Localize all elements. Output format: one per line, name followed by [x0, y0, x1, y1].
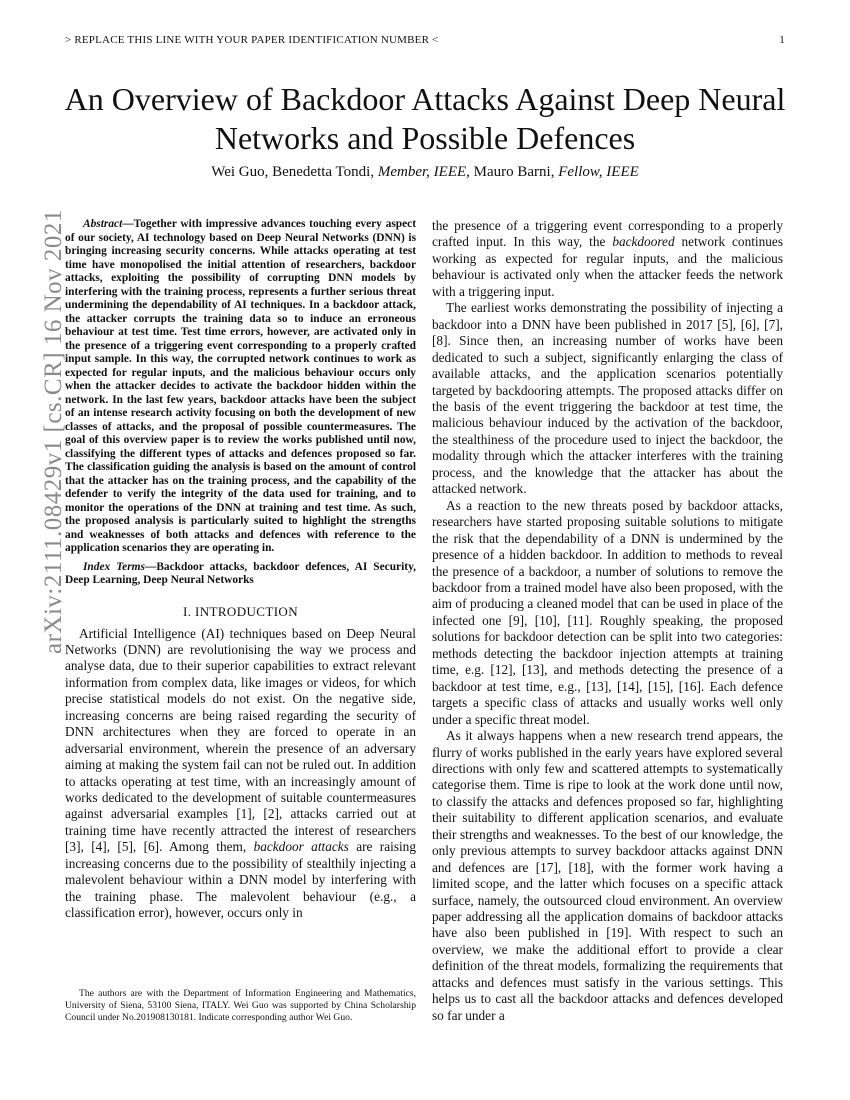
- intro-paragraph-1: [65, 626, 416, 922]
- intro-p1-part-a: Artificial Intelligence (AI) techniques based on Deep Neural Networks (DNN) are revolutionising the way we process and analyse data, due to their superior capabilities to extract relevant information from complex data, like images or videos, for which precise statistical models do not exist. On the negative side, increasing concerns are being raised regarding the security of DNN architectures when they are forced to operate in an adversarial environment, wherein the presence of an adversary aiming at making the system fail can not be ruled out. In addition to attacks operating at test time, with an increasingly amount of works dedicated to the development of suitable countermeasures against adversarial examples [1], [2], attacks carried out at training time have recently attracted the interest of researchers [3], [4], [5], [6]. Among them,: [65, 625, 416, 855]
- intro-paragraph-1-continued: [432, 218, 783, 300]
- right-column: [432, 218, 783, 1024]
- left-column: [65, 218, 416, 922]
- abstract-text: —Together with impressive advances touching every aspect of our society, AI technology based on Deep Neural Networks (DNN) is bringing increasing security concerns. While attacks operating at test time have monopolised the initial attention of researchers, backdoor attacks, exploiting the possibility of corrupting DNN models by interfering with the training process, represents a further serious threat undermining the dependability of AI techniques. In a backdoor attack, the attacker corrupts the training data so to induce an erroneous behaviour at test time. Test time errors, however, are activated only in the presence of a triggering event corresponding to a properly crafted input sample. In this way, the corrupted network continues to work as expected for regular inputs, and the malicious behaviour occurs only when the attacker decides to activate the backdoor hidden within the network. In the last few years, backdoor attacks have been the subject of an intense research activity focusing on both the development of new classes of attacks, and the proposal of possible countermeasures. The goal of this overview paper is to review the works published until now, classifying the different types of attacks and defences proposed so far. The classification guiding the analysis is based on the amount of control that the attacker has on the training process, and the capability of the defender to verify the integrity of the data used for training, and to monitor the operations of the DNN at training and test time. As such, the proposed analysis is particularly suited to highlight the strengths and weaknesses of both attacks and defences with reference to the application scenarios they are operating in.: [65, 218, 416, 554]
- paper-title: An Overview of Backdoor Attacks Against Deep Neural Networks and Possible Defences: [64, 81, 786, 156]
- intro-paragraph-2: The earliest works demonstrating the possibility of injecting a backdoor into a DNN have been published in 2017 [5], [6], [7], [8]. Since then, an increasing number of works have been dedicated to such a subject, significantly enlarging the class of available attacks, and the application scenarios potentially targeted by backdooring attempts. The proposed attacks differ on the basis of the event triggering the backdoor at test time, the malicious behaviour induced by the activation of the backdoor, the stealthiness of the procedure used to inject the backdoor, the modality through which the attacker interferes with the training process, and the knowledge that the attacker has about the attacked network.: [432, 300, 783, 497]
- index-terms-text: —Backdoor attacks, backdoor defences, AI Security, Deep Learning, Deep Neural Networks: [65, 560, 416, 586]
- author-role-2: Fellow, IEEE: [558, 164, 639, 180]
- running-header: [65, 34, 785, 46]
- index-terms-label: Index Terms: [83, 560, 145, 573]
- author-line: [60, 164, 790, 181]
- intro-paragraph-4: As it always happens when a new research trend appears, the flurry of works published in the early years have explored several directions with only few and scattered attempts to systematically categorise them. Time is ripe to look at the work done until now, to classify the attacks and defences proposed so far, highlighting their suitability to different application scenarios, and evaluate their strengths and weaknesses. To the best of our knowledge, the only previous attempts to survey backdoor attacks against DNN and defences are [17], [18], with the former work having a limited scope, and the latter which focuses on a specific attack surface, namely, the outsourced cloud environment. An overview paper addressing all the application domains of backdoor attacks have also been published in [19]. With respect to such an overview, we make the additional effort to provide a clear definition of the threat models, formalizing the requirements that attacks and defences must satisfy in the various settings. This helps us to cast all the backdoor attacks and defences developed so far under a: [432, 728, 783, 1023]
- intro-p1-cont-emphasis: backdoored: [612, 234, 675, 250]
- intro-p1-cont-b: network continues working as expected for regular inputs, and the malicious behaviour is activated only when the attacker feeds the network with a triggering input.: [432, 234, 783, 299]
- page-number: 1: [779, 34, 785, 46]
- intro-left-body: [65, 626, 416, 922]
- author-role-1: Member, IEEE: [377, 164, 467, 180]
- intro-p1-emphasis: backdoor attacks: [253, 839, 349, 855]
- affiliation-footnote: The authors are with the Department of Information Engineering and Mathematics, University of Siena, 53100 Siena, ITALY. Wei Guo was supported by China Scholarship Council under No.201908130181. Indicate corresponding author Wei Guo.: [65, 988, 416, 1024]
- section-heading-introduction: I. INTRODUCTION: [182, 603, 299, 619]
- abstract-label: Abstract: [83, 218, 123, 230]
- intro-p1-part-b: are raising increasing concerns due to the possibility of stealthily injecting a malevolent behaviour within a DNN model by interfering with the training phase. The malevolent behaviour (e.g., a classification error), however, occurs only in: [65, 839, 416, 921]
- arxiv-side-stamp[interactable]: arXiv:2111.08429v1 [cs.CR] 16 Nov 2021: [40, 209, 67, 654]
- running-head-text: > REPLACE THIS LINE WITH YOUR PAPER IDENTIFICATION NUMBER <: [65, 34, 439, 46]
- intro-paragraph-3: As a reaction to the new threats posed by backdoor attacks, researchers have started proposing suitable solutions to mitigate the risk that the dependability of a DNN is undermined by the presence of a hidden backdoor. In addition to methods to reveal the presence of a backdoor, a number of solutions to remove the backdoor from a trained model have also been proposed, with the aim of producing a cleaned model that can be used in place of the infected one [9], [10], [11]. Roughly speaking, the proposed solutions for backdoor detection can be split into two categories: methods detecting the backdoor injection attempts at training time, e.g. [12], [13], and methods detecting the presence of a backdoor at test time, e.g., [13], [14], [15], [16]. Each defence targets a specific class of attacks and usually works well only under a specific threat model.: [432, 497, 783, 727]
- index-terms: [65, 561, 416, 588]
- author-names-2: , Mauro Barni,: [466, 164, 559, 180]
- abstract: [65, 218, 416, 556]
- author-names-1: Wei Guo, Benedetta Tondi,: [211, 164, 378, 180]
- intro-p1-cont-a: the presence of a triggering event corresponding to a properly crafted input. In this way, the: [432, 218, 783, 250]
